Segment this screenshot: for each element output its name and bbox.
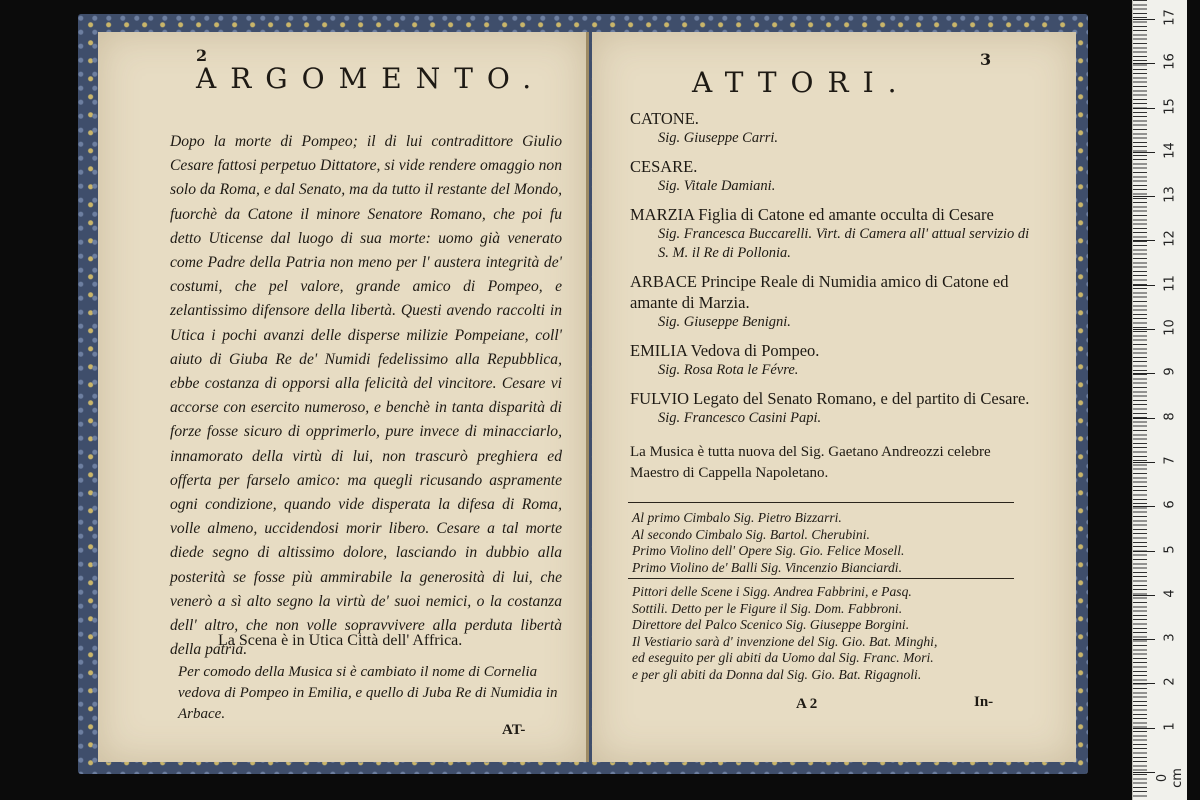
ruler-major-tick xyxy=(1133,772,1155,773)
page-number-right: 3 xyxy=(980,50,992,69)
ruler-major-tick xyxy=(1133,108,1155,109)
page-number-left: 2 xyxy=(196,46,208,65)
singer-name: Sig. Vitale Damiani. xyxy=(658,178,776,194)
ruler-major-tick xyxy=(1133,196,1155,197)
orchestra-line: Al secondo Cimbalo Sig. Bartol. Cherubini. xyxy=(632,526,870,542)
singer-name: Sig. Rosa Rota le Févre. xyxy=(658,362,799,378)
role-name: CATONE. xyxy=(630,109,699,128)
argument-text: Dopo la morte di Pompeo; il di lui contradittore Giulio Cesare fattosi perpetuo Dittatore, si vide rendere omaggio non solo da Roma, e dal Senato, ma da tutto il restante del Mondo, fuorchè da Catone il minore Senatore Romano, che poi fu detto Uticense dal luogo di sua morte: uomo già venerato come Padre della Patria non meno per l' austera integrità de' costumi, che pel valore, grande amico di Pompeo, e zelantissimo difensore della libertà. Questi avendo raccolti in Utica i pochi avanzi delle disperse milizie Pompeiane, coll' aiuto di Giuba Re de' Numidi fedelissimo alla Repubblica, ebbe costanza di opporsi alla felicità del vincitore. Cesare vi accorse con esercito numeroso, e benchè in tanta disparità di forze fosse sicuro di opprimerlo, pure invece di minacciarlo, innamorato della virtù di lui, non trascurò preghiera ed offerta per farselo amico: ma quegli ricusando aspramente ogni condizione, quando vide disperata la difesa di Roma, volle almeno, uccidendosi morir libero. Cesare a tal morte diede segno di altissimo dolore, lasciando in dubbio alla posterità se fosse più ammirabile la generosità di lui, che venerò a sì alto segno la virtù de' suoi nemici, o la costanza dell' altro, che non volle sopravvivere alla perduta libertà della patria. xyxy=(170,133,562,659)
ruler-label: 11 xyxy=(1162,274,1178,292)
ruler-major-tick xyxy=(1133,329,1155,330)
ruler-label: 15 xyxy=(1162,97,1178,115)
ruler-label: 6 xyxy=(1162,500,1178,509)
divider-rule xyxy=(628,502,1014,503)
ruler-major-tick xyxy=(1133,639,1155,640)
right-page xyxy=(592,32,1076,762)
orchestra-line: Primo Violino dell' Opere Sig. Gio. Felice Mosell. xyxy=(632,543,905,558)
page-title-attori: ATTORI. xyxy=(692,66,911,99)
role-name: EMILIA Vedova di Pompeo. xyxy=(630,341,820,360)
ruler-major-tick xyxy=(1133,551,1155,552)
singer-name: Sig. Giuseppe Carri. xyxy=(658,130,779,146)
measurement-ruler xyxy=(1132,0,1187,800)
ruler-label: 7 xyxy=(1162,456,1178,465)
orchestra-list xyxy=(632,510,1022,576)
scenery-line: Il Vestiario sarà d' invenzione del Sig. Gio. Bat. Minghi, xyxy=(632,633,938,649)
ruler-major-tick xyxy=(1133,63,1155,64)
music-note: Per comodo della Musica si è cambiato il nome di Cornelia vedova di Pompeo in Emilia, e quello di Juba Re di Numidia in Arbace. xyxy=(178,664,558,722)
role-name: CESARE. xyxy=(630,157,698,176)
cast-entry xyxy=(630,156,1030,196)
ruler-label: 13 xyxy=(1162,186,1178,203)
cast-list xyxy=(630,108,1030,436)
page-title-argomento: ARGOMENTO. xyxy=(196,62,546,95)
ruler-major-tick xyxy=(1133,595,1155,596)
scenery-line: ed eseguito per gli abiti da Uomo dal Sig. Franc. Mori. xyxy=(632,650,934,665)
role-name: MARZIA Figlia di Catone ed amante occulta di Cesare xyxy=(630,205,994,224)
ruler-label: 0 cm xyxy=(1155,768,1185,788)
singer-name: Sig. Francesca Buccarelli. Virt. di Camera all' attual servizio di S. M. il Re di Pollonia. xyxy=(658,226,1030,261)
ruler-label: 3 xyxy=(1162,633,1178,642)
catchword-left: AT- xyxy=(502,722,526,738)
ruler-label: 12 xyxy=(1162,230,1178,248)
ruler-major-tick xyxy=(1133,462,1155,463)
ruler-label: 4 xyxy=(1162,589,1178,598)
singer-name: Sig. Giuseppe Benigni. xyxy=(658,314,791,330)
ruler-label: 14 xyxy=(1162,142,1178,159)
ruler-ticks xyxy=(1133,0,1147,800)
ruler-label: 17 xyxy=(1162,9,1178,26)
ruler-major-tick xyxy=(1133,728,1155,729)
ruler-label: 1 xyxy=(1162,722,1178,731)
cast-entry xyxy=(630,108,1030,148)
ruler-label: 5 xyxy=(1162,544,1178,554)
scenery-line: Direttore del Palco Scenico Sig. Giuseppe Borgini. xyxy=(632,617,910,632)
composer-credit: La Musica è tutta nuova del Sig. Gaetano Andreozzi celebre Maestro di Cappella Napoletano. xyxy=(630,444,991,481)
cast-entry xyxy=(630,340,1030,380)
scenery-list xyxy=(632,584,1022,683)
ruler-label: 9 xyxy=(1162,367,1178,376)
ruler-label: 8 xyxy=(1162,411,1178,421)
scenery-line: Pittori delle Scene i Sigg. Andrea Fabbrini, e Pasq. xyxy=(632,584,912,599)
ruler-major-tick xyxy=(1133,19,1155,20)
ruler-label: 2 xyxy=(1162,677,1178,687)
ruler-major-tick xyxy=(1133,152,1155,153)
left-page xyxy=(98,32,589,762)
scenery-line: Sottili. Detto per le Figure il Sig. Dom. Fabbroni. xyxy=(632,600,903,616)
ruler-label: 16 xyxy=(1162,53,1178,70)
singer-name: Sig. Francesco Casini Papi. xyxy=(658,410,822,426)
ruler-major-tick xyxy=(1133,240,1155,241)
ruler-label: 10 xyxy=(1162,319,1178,336)
scene-setting: La Scena è in Utica Città dell' Affrica. xyxy=(218,632,463,649)
role-name: FULVIO Legato del Senato Romano, e del partito di Cesare. xyxy=(630,389,1030,408)
ruler-major-tick xyxy=(1133,506,1155,507)
cast-entry xyxy=(630,388,1030,428)
signature-mark: A 2 xyxy=(796,696,818,712)
ruler-major-tick xyxy=(1133,683,1155,684)
orchestra-line: Al primo Cimbalo Sig. Pietro Bizzarri. xyxy=(632,510,842,525)
cast-entry xyxy=(630,271,1030,332)
divider-rule xyxy=(628,578,1014,579)
ruler-major-tick xyxy=(1133,285,1155,286)
ruler-major-tick xyxy=(1133,373,1155,374)
ruler-major-tick xyxy=(1133,418,1155,419)
catchword-right: In- xyxy=(974,694,994,710)
scenery-line: e per gli abiti da Donna dal Sig. Gio. Bat. Rigagnoli. xyxy=(632,666,922,682)
orchestra-line: Primo Violino de' Balli Sig. Vincenzio Bianciardi. xyxy=(632,559,902,575)
cast-entry xyxy=(630,204,1030,263)
role-name: ARBACE Principe Reale di Numidia amico di Catone ed amante di Marzia. xyxy=(630,272,1009,312)
